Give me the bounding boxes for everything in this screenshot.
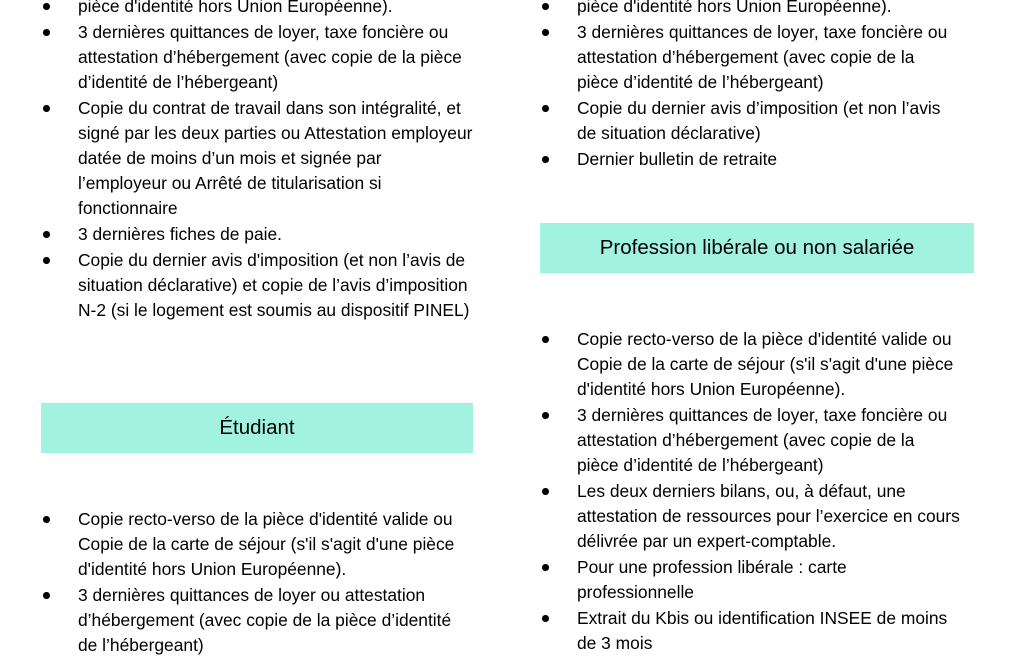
list-item: [540, 605, 960, 656]
list-item: [540, 478, 960, 554]
list-item-text: 3 dernières quittances de loyer, taxe foncière ou attestation d’hébergement (avec copie de la pièce d’identité de l’hébergeant): [577, 21, 948, 92]
section-title: Étudiant: [219, 416, 295, 439]
list-item-text: 3 dernières quittances de loyer ou attestation d’hébergement (avec copie de la pièce d’identité de l’hébergeant): [78, 584, 452, 655]
list-item-text: Copie recto-verso de la pièce d'identité valide ou Copie de la carte de séjour (s'il s'agit d'une pièce d'identité hors Union Européenne).: [577, 328, 954, 399]
left-top-document-list: [41, 0, 473, 323]
list-item-text: Pour une profession libérale : carte professionnelle: [577, 556, 847, 602]
liberal-document-list: [540, 326, 960, 656]
list-item-text: Dernier bulletin de retraite: [577, 148, 778, 169]
list-item: [540, 554, 960, 605]
list-item-text: Copie du dernier avis d'imposition (et non l’avis de situation déclarative) et copie de l’avis d’imposition N-2 (si le logement est soumis au dispositif PINEL): [78, 249, 470, 320]
list-item: [540, 95, 960, 146]
list-item-text: Copie du contrat de travail dans son intégralité, et signé par les deux parties ou Attestation employeur datée de moins d’un mois et signée par l’employeur ou Arrêté de titularisation si fonctionnaire: [78, 97, 473, 218]
student-document-list: [41, 506, 473, 658]
list-item: [41, 95, 473, 221]
list-item: [41, 582, 473, 658]
list-item: [41, 506, 473, 582]
list-item-text: 3 dernières quittances de loyer, taxe foncière ou attestation d’hébergement (avec copie de la pièce d’identité de l’hébergeant): [78, 21, 462, 92]
list-item: [41, 0, 473, 19]
section-title: Profession libérale ou non salariée: [599, 236, 915, 259]
list-item: [540, 402, 960, 478]
list-item-text: Les deux derniers bilans, ou, à défaut, une attestation de ressources pour l’exercice en cours délivrée par un expert-comptable.: [577, 480, 960, 551]
list-item-text: Copie du dernier avis d’imposition (et non l’avis de situation déclarative): [577, 97, 941, 143]
list-item: [540, 0, 960, 19]
list-item: [540, 146, 960, 172]
list-item-text: 3 dernières fiches de paie.: [78, 223, 282, 244]
list-item-text: Extrait du Kbis ou identification INSEE de moins de 3 mois: [577, 607, 948, 653]
list-item: [41, 221, 473, 247]
list-item: [540, 326, 960, 402]
list-item-text: pièce d'identité hors Union Européenne).: [577, 0, 892, 16]
section-header-student: [41, 403, 473, 453]
list-item-text: Copie recto-verso de la pièce d'identité valide ou Copie de la carte de séjour (s'il s'agit d'une pièce d'identité hors Union Européenne).: [78, 508, 455, 579]
list-item: [41, 247, 473, 323]
list-item-text: pièce d'identité hors Union Européenne).: [78, 0, 393, 16]
list-item: [540, 19, 960, 95]
section-header-liberal-profession: [540, 223, 974, 273]
right-top-document-list: [540, 0, 960, 172]
list-item-text: 3 dernières quittances de loyer, taxe foncière ou attestation d’hébergement (avec copie de la pièce d’identité de l’hébergeant): [577, 404, 948, 475]
list-item: [41, 19, 473, 95]
